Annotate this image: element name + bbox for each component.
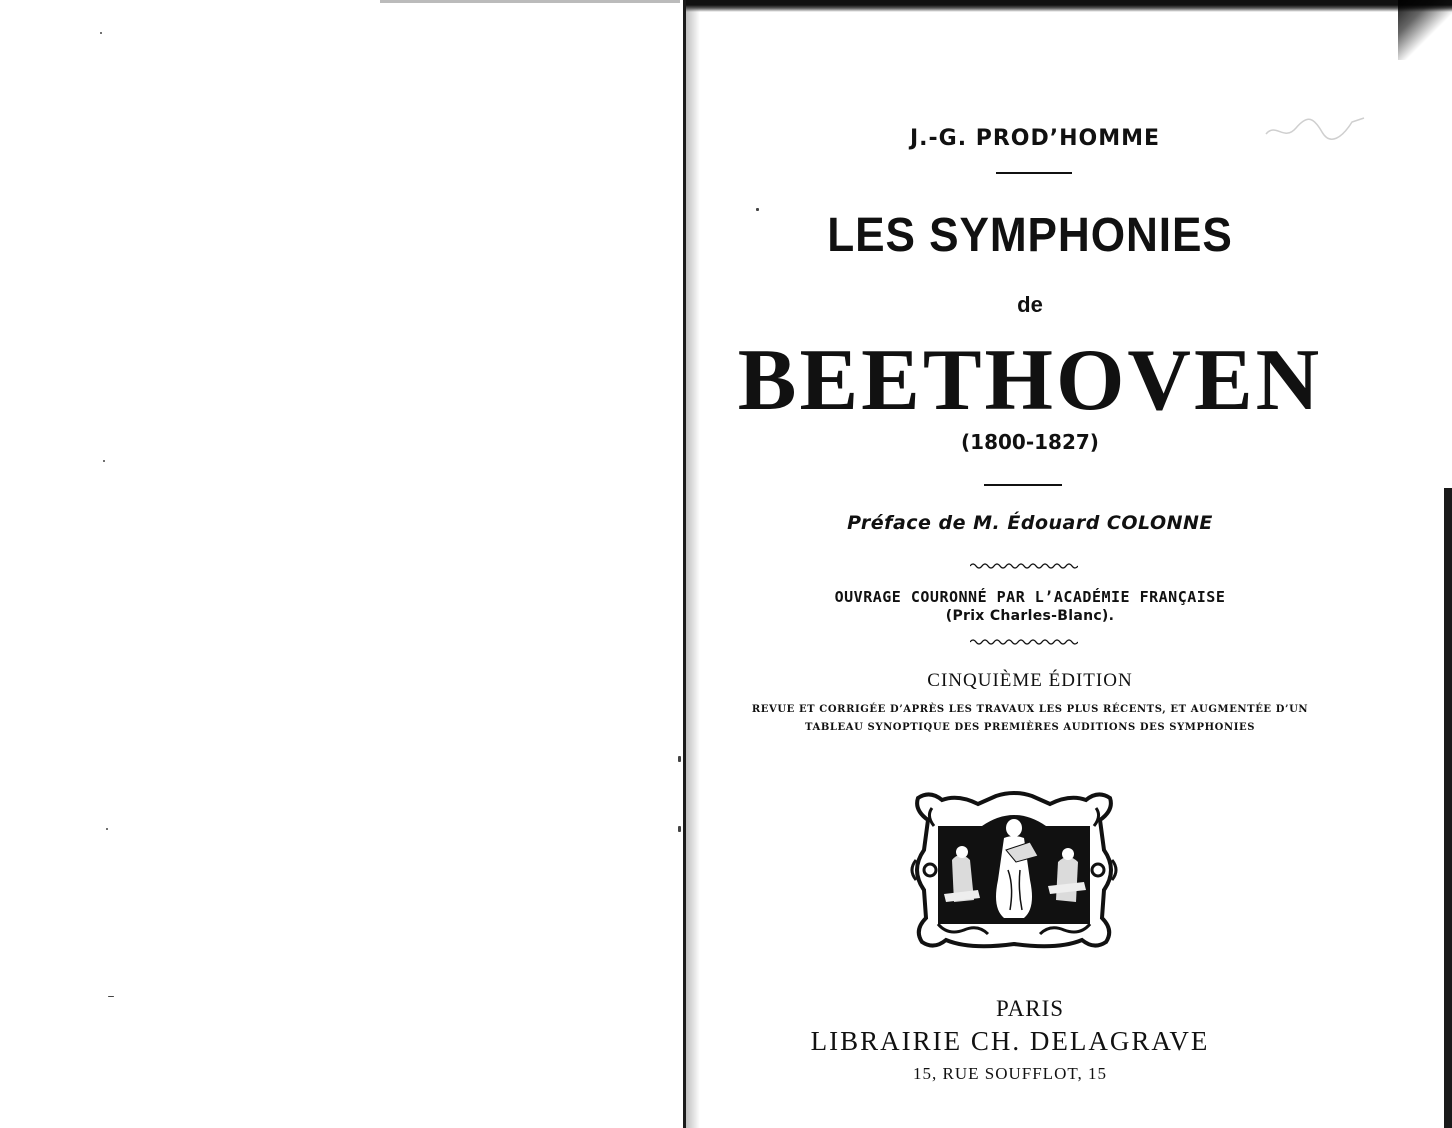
scan-speck [100,32,102,34]
wavy-ornament-rule [970,638,1078,646]
scan-speck [678,826,681,832]
publisher-address: 15, RUE SOUFFLOT, 15 [913,1064,1107,1083]
wavy-ornament-rule [970,562,1078,570]
award-notice: OUVRAGE COURONNÉ PAR L’ACADÉMIE FRANÇAISE [834,588,1226,606]
publication-place: PARIS [995,996,1065,1021]
preface-credit: Préface de M. Édouard COLONNE [847,512,1213,534]
edition-note-line-2: TABLEAU SYNOPTIQUE DES PREMIÈRES AUDITIONS DES SYMPHONIES [804,722,1256,733]
page-corner-shadow [1398,0,1452,60]
scan-speck [103,460,105,462]
scan-speck [678,756,681,762]
blank-verso-page [0,0,684,1128]
scan-edge-top [686,0,1452,12]
award-prize: (Prix Charles-Blanc). [945,608,1115,624]
title-connector: de [1017,292,1043,317]
separator-rule [996,172,1072,174]
date-range: (1800-1827) [961,430,1099,454]
scan-edge-right [1444,488,1452,1128]
publisher-device-emblem [908,790,1120,950]
edition-statement: CINQUIÈME ÉDITION [927,670,1133,691]
book-subject: BEETHOVEN [737,332,1323,429]
edition-note-line-1: REVUE ET CORRIGÉE D’APRÈS LES TRAVAUX LES PLUS RÉCENTS, ET AUGMENTÉE D’UN [751,704,1309,715]
scan-speck [106,828,108,830]
scan-speck [108,996,114,997]
separator-rule [984,484,1062,486]
gutter-shadow [686,0,700,1128]
book-title: LES SYMPHONIES [827,209,1233,262]
author-name: J.-G. PROD’HOMME [909,126,1161,151]
scan-edge-left [380,0,680,3]
publisher-name: LIBRAIRIE CH. DELAGRAVE [810,1026,1210,1056]
